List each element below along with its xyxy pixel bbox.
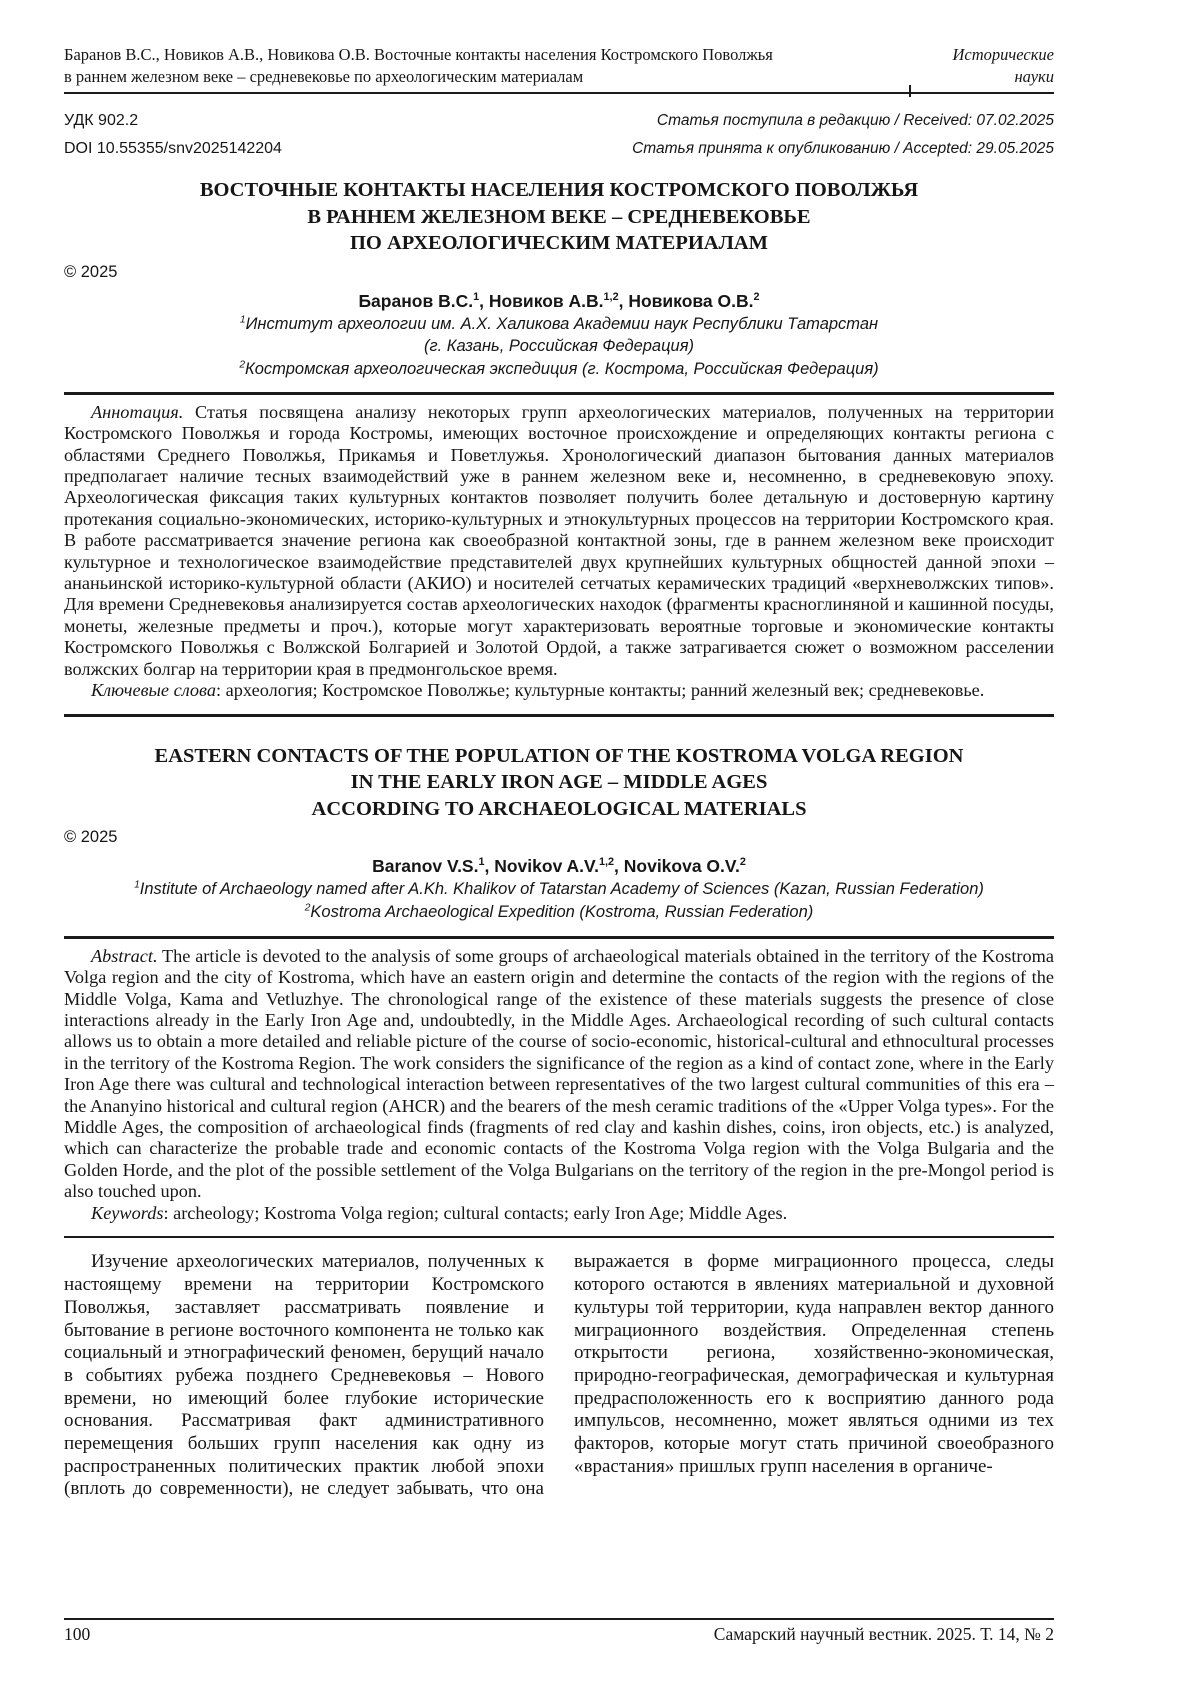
keywords-en: [64, 1203, 1054, 1224]
footer-rule: [64, 1618, 1054, 1620]
article-title-ru: [64, 177, 1054, 257]
keywords-en-label: Keywords: [91, 1202, 164, 1223]
footer-row: [64, 1622, 1054, 1646]
affiliation-ru-2: $^2$Костромская археологическая экспедиция (г. Кострома, Российская Федерация): [239, 359, 879, 378]
keywords-en-bottom-rule: [64, 1236, 1054, 1238]
accepted-date: Статья принята к опубликованию / Accepted: 29.05.2025: [632, 140, 1054, 158]
meta-row-2: [64, 136, 1054, 161]
running-title-line2: в раннем железном веке – средневековье по археологическим материалам: [64, 67, 584, 86]
article-title-en-line1: EASTERN CONTACTS OF THE POPULATION OF THE KOSTROMA VOLGA REGION: [154, 744, 964, 767]
copyright-ru: © 2025: [64, 262, 118, 281]
abstract-ru: [64, 402, 1054, 680]
abstract-en-text: The article is devoted to the analysis of some groups of archaeological materials obtained in the territory of the Kostroma Volga region and the city of Kostroma, which have an eastern origin and determine the contacts of the region with the regions of the Middle Volga, Kama and Vetluzhye. The chronological range of the existence of these materials suggests the presence of close interactions already in the Early Iron Age and, undoubtedly, in the Middle Ages. Archaeological recording of such cultural contacts allows us to obtain a more detailed and reliable picture of the course of socio-economic, historical-cultural and ethnocultural processes in the territory of the Kostroma Region. The work considers the significance of the region as a kind of contact zone, where in the Early Iron Age there was cultural and technological interaction between representatives of the two largest cultural communities of this era – the Ananyino historical and cultural region (AHCR) and the bearers of the mesh ceramic traditions of the «Upper Volga types». For the Middle Ages, the composition of archaeological finds (fragments of red clay and kashin dishes, coins, iron objects, etc.) is analyzed, which can characterize the probable trade and economic contacts of the Kostroma Volga region with the Volga Bulgaria and the Golden Horde, and the plot of the possible settlement of the Volga Bulgarians on the territory of the region in the pre-Mongol period is also touched upon.: [64, 945, 1054, 1202]
affiliation-ru-1-line1: $^1$Институт археологии им. А.Х. Халикова Академии наук Республики Татарстан: [239, 314, 879, 333]
section-label-line2: науки: [1014, 67, 1054, 86]
affiliation-ru-1-line2: (г. Казань, Российская Федерация): [423, 337, 695, 356]
running-title-line1: Баранов В.С., Новиков А.В., Новикова О.В. Восточные контакты населения Костромского Поволжья: [64, 45, 773, 64]
abstract-ru-label: Аннотация.: [91, 401, 184, 422]
affiliation-en-2: $^2$Kostroma Archaeological Expedition (Kostroma, Russian Federation): [304, 902, 814, 921]
abstract-ru-bottom-rule: [64, 714, 1054, 716]
keywords-en-text: : archeology; Kostroma Volga region; cultural contacts; early Iron Age; Middle Ages.: [163, 1202, 788, 1223]
received-date: Статья поступила в редакцию / Received: 07.02.2025: [656, 112, 1054, 130]
keywords-ru-label: Ключевые слова: [91, 680, 216, 701]
header-rule: [64, 92, 1054, 94]
abstract-ru-text: Статья посвящена анализу некоторых групп археологических материалов, полученных на территории Костромского Поволжья и города Костромы, имеющих восточное происхождение и определяющих контакты региона с областями Среднего Поволжья, Прикамья и Поветлужья. Хронологический диапазон бытования данных материалов предполагает наличие тесных взаимодействий уже в раннем железном веке и, несомненно, в средневековую эпоху. Археологическая фиксация таких культурных контактов позволяет получить более детальную и достоверную картину протекания социально-экономических, историко-культурных и этнокультурных процессов на территории Костромского края. В работе рассматривается значение региона как своеобразной контактной зоны, где в раннем железном веке происходит культурное и технологическое взаимодействие представителей двух крупнейших культурных общностей данной эпохи – ананьинской историко-культурной области (АКИО) и носителей сетчатых керамических традиций «верхневолжских типов». Для времени Средневековья анализируется состав археологических находок (фрагменты красноглиняной и кашинной посуды, монеты, железные предметы и проч.), которые могут характеризовать вероятные торговые и экономические контакты Костромского Поволжья с Волжской Болгарией и Золотой Ордой, а также затрагивается сюжет о возможном расселении волжских болгар на территории края в предмонгольское время.: [64, 401, 1054, 679]
section-label: [797, 44, 1054, 88]
meta-row-1: [64, 108, 1054, 133]
affiliation-en-1: $^1$Institute of Archaeology named after A.Kh. Khalikov of Tatarstan Academy of Sciences (Kazan, Russian Federation): [134, 879, 984, 899]
article-body-columns: [64, 1251, 1054, 1501]
page-content: [64, 44, 1054, 1501]
running-header: [64, 44, 1054, 88]
copyright-en: © 2025: [64, 828, 118, 847]
keywords-ru: [64, 680, 1054, 701]
authors-ru: Баранов В.С.$^1$, Новиков А.В.$^{1,2}$, Новикова О.В.$^2$: [358, 290, 760, 311]
article-title-ru-line1: ВОСТОЧНЫЕ КОНТАКТЫ НАСЕЛЕНИЯ КОСТРОМСКОГО ПОВОЛЖЬЯ: [199, 179, 919, 202]
abstract-en: [64, 946, 1054, 1203]
journal-reference: Самарский научный вестник. 2025. Т. 14, № 2: [713, 1624, 1054, 1645]
article-meta: [64, 108, 1054, 161]
section-label-line1: Исторические: [952, 45, 1054, 64]
article-title-ru-line3: ПО АРХЕОЛОГИЧЕСКИМ МАТЕРИАЛАМ: [349, 232, 769, 255]
page-footer: [64, 1618, 1054, 1646]
abstract-ru-top-rule: [64, 392, 1054, 394]
article-title-en: [64, 743, 1054, 823]
udc-code: УДК 902.2: [64, 112, 139, 130]
article-title-en-line2: IN THE EARLY IRON AGE – MIDDLE AGES: [350, 771, 768, 794]
article-title-en-line3: ACCORDING TO ARCHAEOLOGICAL MATERIALS: [311, 797, 807, 820]
abstract-en-label: Abstract.: [91, 945, 158, 966]
running-title: [64, 44, 797, 88]
keywords-ru-text: : археология; Костромское Поволжье; культурные контакты; ранний железный век; средневековье.: [216, 680, 985, 701]
abstract-en-top-rule: [64, 936, 1054, 938]
page-number: 100: [64, 1624, 91, 1645]
article-title-ru-line2: В РАННЕМ ЖЕЛЕЗНОМ ВЕКЕ – СРЕДНЕВЕКОВЬЕ: [307, 205, 811, 228]
doi-code: DOI 10.55355/snv2025142204: [64, 140, 282, 158]
authors-en: Baranov V.S.$^1$, Novikov A.V.$^{1,2}$, Novikova O.V.$^2$: [372, 856, 746, 877]
body-paragraph: Изучение археологических материалов, полученных к настоящему времени на территории Костромского Поволжья, заставляет рассматривать появление и бытование в регионе восточного компонента не только как социальный и этнографический феномен, берущий начало в событиях рубежа позднего Средневековья – Нового времени, но имеющий более глубокие исторические основания. Рассматривая факт административного перемещения больших групп населения как одну из распространенных политических практик любой эпохи (вплоть до современности), не следует забывать, что она выражается в форме миграционного процесса, следы которого остаются в явлениях материальной и духовной культуры той территории, куда направлен вектор данного миграционного воздействия. Определенная степень открытости региона, хозяйственно-экономическая, природно-географическая, демографическая и культурная предрасположенность его к восприятию данного рода импульсов, несомненно, может являться одними из тех факторов, которые могут стать причиной своеобразного «врастания» пришлых групп населения в органиче-: [64, 1251, 1054, 1500]
